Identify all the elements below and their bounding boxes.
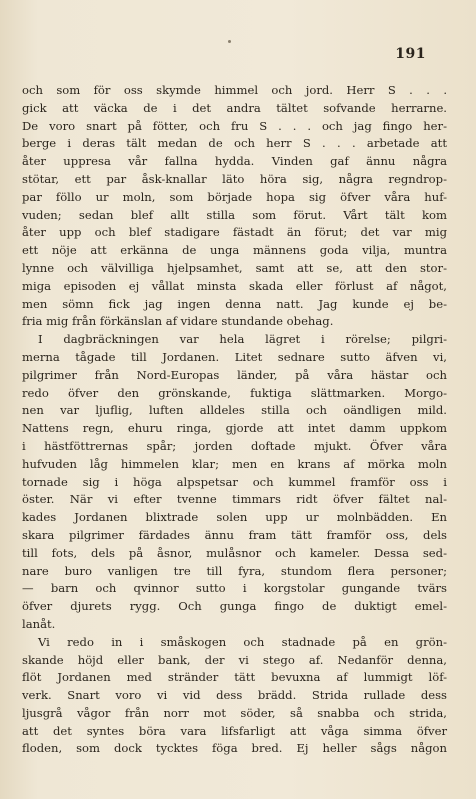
text-line: floden, som dock tycktes föga bred. Ej heller sågs någon [22,741,447,756]
text-line: pilgrimer från Nord-Europas länder, på våra hästar och [22,367,447,382]
text-line: åter uppresa vår fallna hydda. Vinden gaf ännu några [22,154,447,169]
text-line: nen var ljuflig, luften alldeles stilla och oändligen mild. [22,403,447,418]
text-line: par föllo ur moln, som började hopa sig öfver våra huf- [22,189,447,204]
text-line: skara pilgrimer färdades ännu fram tätt framför oss, dels [22,527,447,542]
ink-speck [228,40,231,43]
text-line: stötar, ett par åsk-knallar läto höra sig, några regndrop- [22,171,447,186]
text-line: Vi redo in i småskogen och stadnade på en grön- [38,634,447,649]
text-line: I dagbräckningen var hela lägret i rörelse; pilgri- [38,332,447,347]
text-line: öfver djurets rygg. Och gunga fingo de duktigt emel- [22,599,447,614]
page-number: 191 [395,46,426,62]
text-line: redo öfver den grönskande, fuktiga slättmarken. Morgo- [22,385,447,400]
text-line: till fots, dels på åsnor, mulåsnor och kameler. Dessa sed- [22,545,447,560]
text-line: nare buro vanligen tre till fyra, stundom flera personer; [22,563,447,578]
text-line: fria mig från förkänslan af vidare stundande obehag. [22,314,334,329]
text-line: De voro snart på fötter, och fru S . . . och jag fingo her- [22,118,447,133]
text-line: merna tågade till Jordanen. Litet sednare sutto äfven vi, [22,349,447,364]
text-line: — barn och qvinnor sutto i korgstolar gungande tvärs [22,581,447,596]
text-line: ljusgrå vågor från norr mot söder, så snabba och strida, [22,705,447,720]
text-line: hufvuden låg himmelen klar; men en krans af mörka moln [22,456,447,471]
text-line: verk. Snart voro vi vid dess brädd. Strida rullade dess [22,688,447,703]
text-line: berge i deras tält medan de och herr S . . . arbetade att [22,136,447,151]
text-line: gick att väcka de i det andra tältet sofvande herrarne. [22,100,447,115]
text-line: miga episoden ej vållat minsta skada eller förlust af något, [22,278,447,293]
text-line: men sömn fick jag ingen denna natt. Jag kunde ej be- [22,296,447,311]
text-line: Nattens regn, ehuru ringa, gjorde att intet damm uppkom [22,421,447,436]
page-body-text [22,82,447,758]
text-line: att det syntes böra vara lifsfarligt att våga simma öfver [22,723,447,738]
text-line: tornade sig i höga alpspetsar och kummel framför oss i [22,474,447,489]
text-line: skande höjd eller bank, der vi stego af. Nedanför denna, [22,652,447,667]
text-line: lanåt. [22,616,56,631]
text-line: i hästföttrernas spår; jorden doftade mjukt. Öfver våra [22,438,447,453]
text-line: lynne och välvilliga hjelpsamhet, samt att se, att den stor- [22,260,447,275]
text-line: ett nöje att erkänna de unga männens goda vilja, muntra [22,243,447,258]
text-line: vuden; sedan blef allt stilla som förut. Vårt tält kom [22,207,447,222]
text-line: flöt Jordanen med stränder tätt bevuxna af lummigt löf- [22,670,447,685]
text-line: och som för oss skymde himmel och jord. Herr S . . . [22,83,447,97]
text-line: åter upp och blef stadigare fästadt än förut; det var mig [22,225,447,240]
text-line: öster. När vi efter tvenne timmars ridt öfver fältet nal- [22,492,447,507]
text-line: kades Jordanen blixtrade solen upp ur molnbädden. En [22,510,447,525]
